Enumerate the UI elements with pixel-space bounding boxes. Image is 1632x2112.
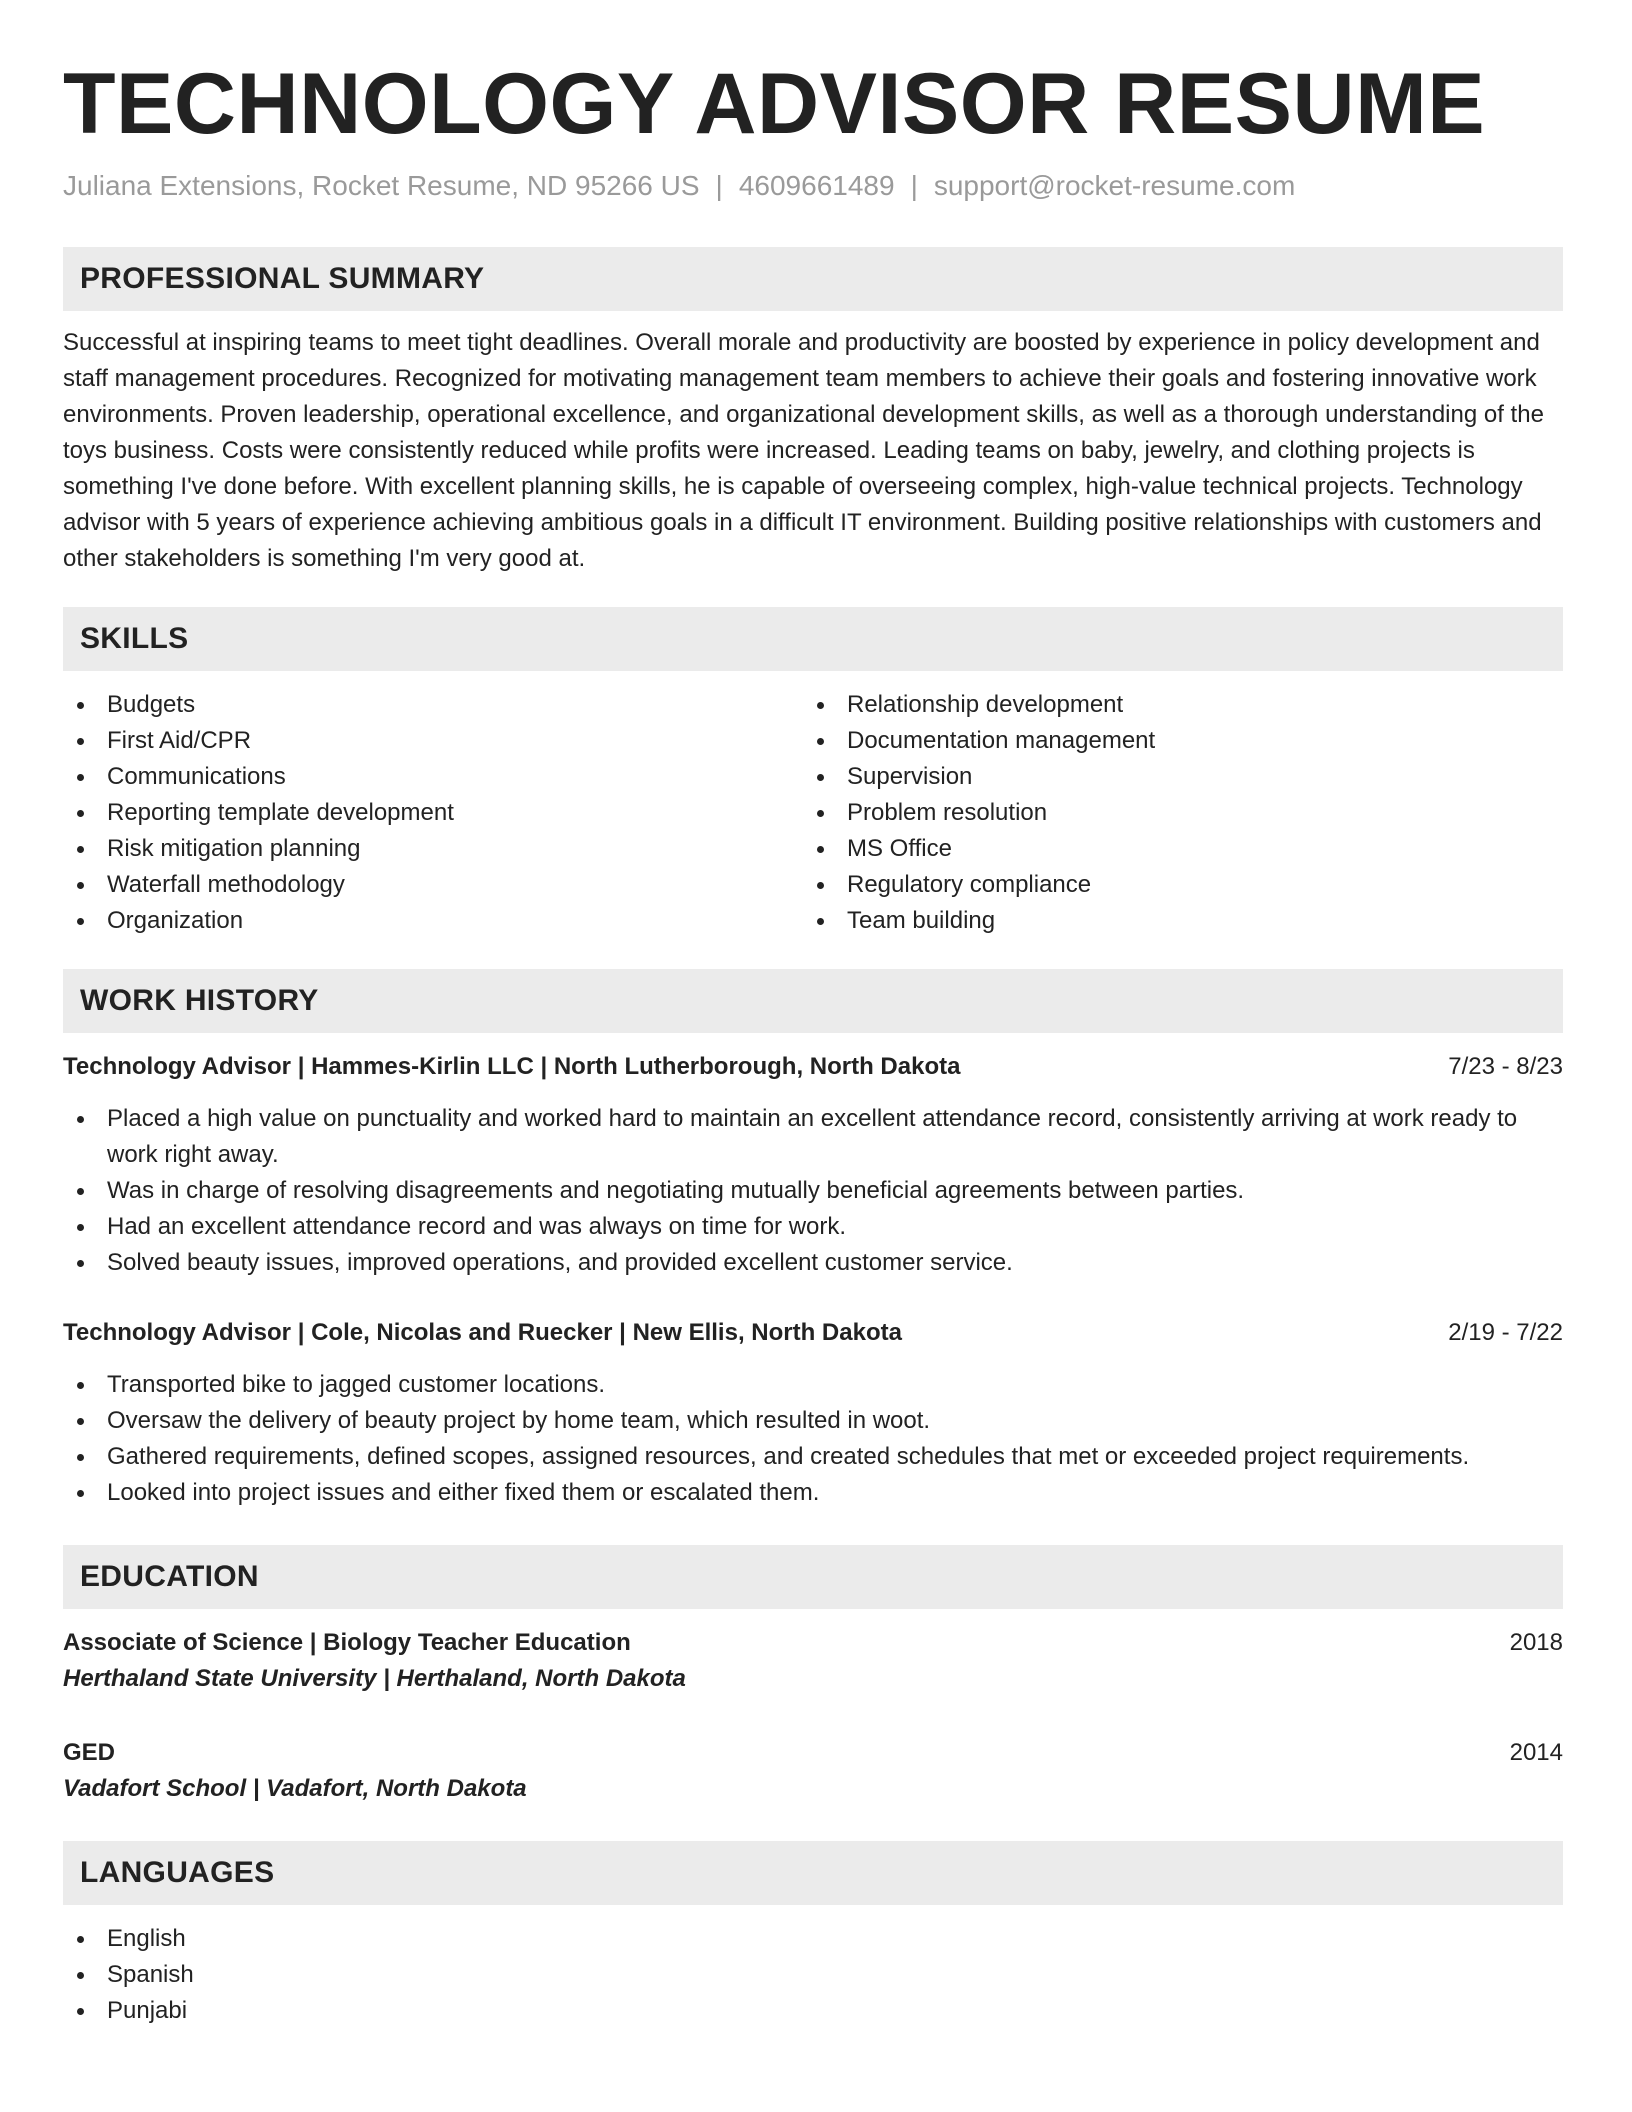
languages-list <box>63 1921 1563 2029</box>
skill-item: First Aid/CPR <box>63 723 803 759</box>
skill-item: MS Office <box>803 831 1543 867</box>
skill-item: Documentation management <box>803 723 1543 759</box>
language-item: English <box>63 1921 1563 1957</box>
skills-section-header <box>63 607 1563 671</box>
job-title: Technology Advisor | Cole, Nicolas and Ruecker | New Ellis, North Dakota <box>63 1319 902 1346</box>
education-row <box>63 1625 1563 1661</box>
skill-item: Problem resolution <box>803 795 1543 831</box>
summary-heading: PROFESSIONAL SUMMARY <box>80 262 485 295</box>
education-heading: EDUCATION <box>80 1560 259 1593</box>
contact-address: Juliana Extensions, Rocket Resume, ND 95266 US <box>63 170 700 201</box>
education-row <box>63 1735 1563 1771</box>
skill-item: Reporting template development <box>63 795 803 831</box>
job-bullet: Solved beauty issues, improved operations, and provided excellent customer service. <box>63 1245 1563 1281</box>
education-school: Vadafort School | Vadafort, North Dakota <box>63 1775 527 1802</box>
education-section-header <box>63 1545 1563 1609</box>
contact-separator: | <box>910 170 918 201</box>
work-heading: WORK HISTORY <box>80 984 319 1017</box>
contact-email: support@rocket-resume.com <box>933 170 1296 201</box>
job-bullet: Was in charge of resolving disagreements and negotiating mutually beneficial agreements between parties. <box>63 1173 1563 1209</box>
job-bullet: Had an excellent attendance record and was always on time for work. <box>63 1209 1563 1245</box>
skills-list-left <box>63 687 803 939</box>
job-title: Technology Advisor | Hammes-Kirlin LLC | North Lutherborough, North Dakota <box>63 1053 961 1080</box>
contact-separator: | <box>715 170 723 201</box>
summary-section-header <box>63 247 1563 311</box>
job-bullet: Transported bike to jagged customer locations. <box>63 1367 1563 1403</box>
skill-item: Organization <box>63 903 803 939</box>
skill-item: Supervision <box>803 759 1543 795</box>
job-bullet: Looked into project issues and either fixed them or escalated them. <box>63 1475 1563 1511</box>
work-section-header <box>63 969 1563 1033</box>
skill-item: Budgets <box>63 687 803 723</box>
skills-column-left <box>63 687 803 939</box>
education-degree: GED <box>63 1739 116 1766</box>
education-entry <box>63 1735 1563 1807</box>
job-dates: 7/23 - 8/23 <box>1448 1053 1563 1080</box>
education-entry <box>63 1625 1563 1697</box>
skill-item: Team building <box>803 903 1543 939</box>
job-entry <box>63 1049 1563 1281</box>
language-item: Punjabi <box>63 1993 1563 2029</box>
languages-heading: LANGUAGES <box>80 1856 275 1889</box>
skills-column-right <box>803 687 1543 939</box>
skills-heading: SKILLS <box>80 622 189 655</box>
skill-item: Relationship development <box>803 687 1543 723</box>
job-dates: 2/19 - 7/22 <box>1448 1319 1563 1346</box>
job-header <box>63 1049 1563 1085</box>
education-year: 2018 <box>1509 1629 1563 1656</box>
summary-text: Successful at inspiring teams to meet tight deadlines. Overall morale and productivity are boosted by experience in policy development and staff management procedures. Recognized for motivating management team members to achieve their goals and fostering innovative work environments. Proven leadership, operational excellence, and organizational development skills, as well as a thorough understanding of the toys business. Costs were consistently reduced while profits were increased. Leading teams on baby, jewelry, and clothing projects is something I've done before. With excellent planning skills, he is capable of overseeing complex, high-value technical projects. Technology advisor with 5 years of experience achieving ambitious goals in a difficult IT environment. Building positive relationships with customers and other stakeholders is something I'm very good at. <box>63 329 1544 572</box>
education-year: 2014 <box>1509 1739 1563 1766</box>
skill-item: Communications <box>63 759 803 795</box>
job-bullets <box>63 1367 1563 1511</box>
language-item: Spanish <box>63 1957 1563 1993</box>
job-bullet: Oversaw the delivery of beauty project by home team, which resulted in woot. <box>63 1403 1563 1439</box>
resume-title: TECHNOLOGY ADVISOR RESUME <box>63 56 1486 152</box>
education-degree: Associate of Science | Biology Teacher Education <box>63 1629 631 1656</box>
skills-list-right <box>803 687 1543 939</box>
contact-phone: 4609661489 <box>738 170 895 201</box>
job-bullet: Placed a high value on punctuality and worked hard to maintain an excellent attendance record, consistently arriving at work ready to work right away. <box>63 1101 1563 1173</box>
job-bullet: Gathered requirements, defined scopes, assigned resources, and created schedules that met or exceeded project requirements. <box>63 1439 1563 1475</box>
job-entry <box>63 1315 1563 1511</box>
skill-item: Regulatory compliance <box>803 867 1543 903</box>
job-bullets <box>63 1101 1563 1281</box>
resume-page <box>63 54 1563 2029</box>
skill-item: Waterfall methodology <box>63 867 803 903</box>
job-header <box>63 1315 1563 1351</box>
contact-line <box>63 168 1563 204</box>
skills-grid <box>63 687 1563 939</box>
languages-section-header <box>63 1841 1563 1905</box>
skill-item: Risk mitigation planning <box>63 831 803 867</box>
education-school: Herthaland State University | Herthaland, North Dakota <box>63 1665 686 1692</box>
